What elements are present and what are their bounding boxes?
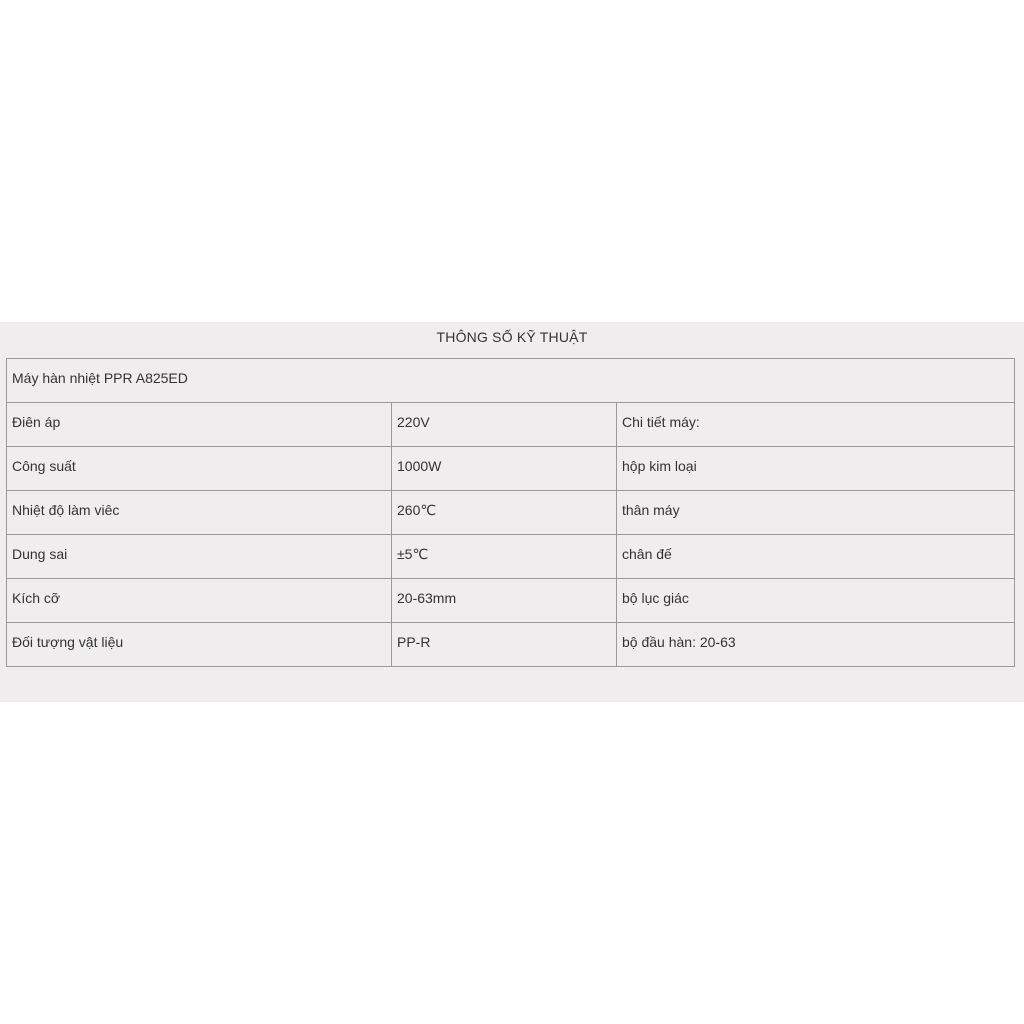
table-row [7,535,1015,579]
spec-detail: bộ lục giác [622,590,689,606]
spec-title: THÔNG SỐ KỸ THUẬT [436,329,588,345]
spec-value: PP-R [397,634,431,650]
table-row [7,447,1015,491]
table-row [7,491,1015,535]
table-row-model [7,359,1015,403]
spec-value-cell [392,403,617,447]
spec-detail-cell [617,623,1015,667]
spec-label: Nhiệt độ làm viêc [12,502,120,518]
spec-detail: thân máy [622,502,680,518]
spec-detail-cell [617,447,1015,491]
spec-value: 1000W [397,458,442,474]
spec-label-cell [7,491,392,535]
spec-detail: bộ đầu hàn: 20-63 [622,634,736,650]
table-row [7,623,1015,667]
spec-detail-cell [617,535,1015,579]
spec-value: ±5℃ [397,546,429,562]
spec-label: Kích cỡ [12,590,61,606]
spec-label-cell [7,447,392,491]
spec-label-cell [7,623,392,667]
spec-value-cell [392,623,617,667]
model-cell [7,359,1015,403]
spec-detail: chân đế [622,546,672,562]
spec-detail-cell [617,403,1015,447]
spec-value-cell [392,491,617,535]
spec-label-cell [7,403,392,447]
spec-table [6,358,1015,667]
spec-label: Đối tượng vật liệu [12,634,124,650]
spec-detail-cell [617,491,1015,535]
spec-value: 220V [397,414,430,430]
spec-label-cell [7,579,392,623]
spec-label: Công suất [12,458,76,474]
spec-label: Điên áp [12,414,61,430]
spec-detail: hộp kim loại [622,458,697,474]
spec-label-cell [7,535,392,579]
table-row [7,579,1015,623]
spec-value-cell [392,447,617,491]
spec-panel [0,322,1024,702]
model-name: Máy hàn nhiệt PPR A825ED [12,370,188,386]
spec-value-cell [392,579,617,623]
spec-value: 260℃ [397,502,437,518]
spec-detail-cell [617,579,1015,623]
table-row [7,403,1015,447]
spec-detail: Chi tiết máy: [622,414,700,430]
spec-value: 20-63mm [397,590,457,606]
spec-label: Dung sai [12,546,68,562]
spec-value-cell [392,535,617,579]
